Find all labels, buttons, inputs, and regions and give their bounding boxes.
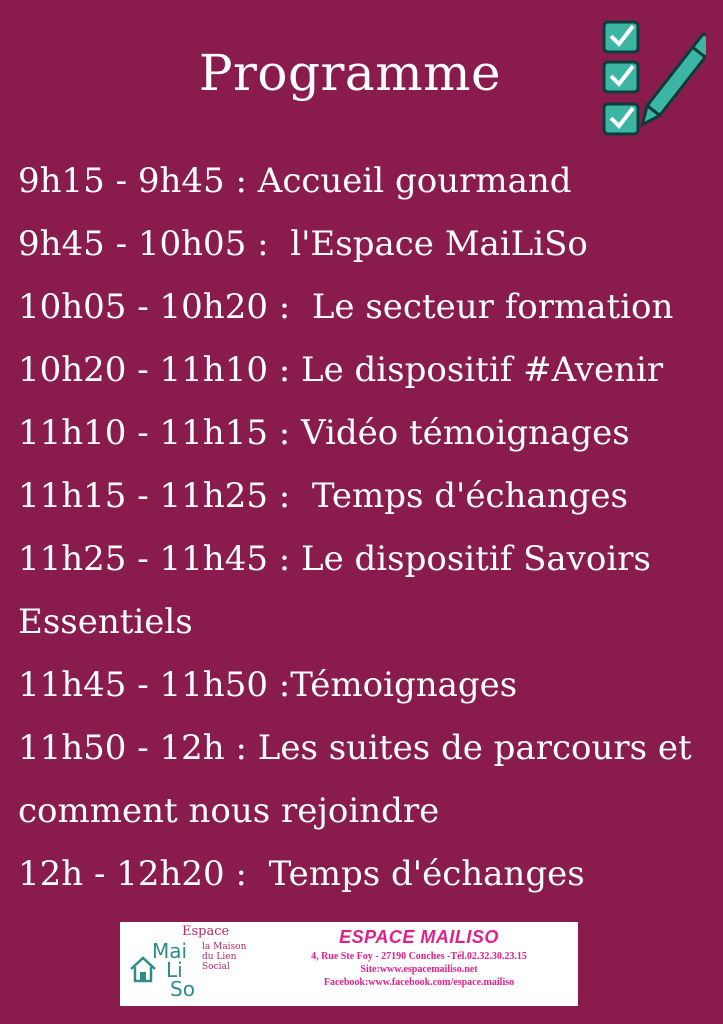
mailiso-logo — [126, 924, 256, 1004]
page-title: Programme — [198, 44, 502, 102]
logo-tagline: la Maison du Lien Social — [202, 942, 247, 972]
logo-so-text: So — [170, 977, 195, 1001]
logo-espace-text: Espace — [182, 924, 230, 939]
schedule-line: 10h20 - 11h10 : Le dispositif #Avenir — [18, 350, 664, 390]
schedule-line: 12h - 12h20 : Temps d'échanges — [18, 854, 585, 894]
logo-li-text: Li — [166, 958, 183, 982]
schedule-line: Essentiels — [18, 602, 193, 642]
schedule-line: comment nous rejoindre — [18, 791, 440, 831]
organization-name: ESPACE MAILISO — [339, 927, 499, 947]
organization-site: Site:www.espacemailiso.net — [360, 964, 478, 975]
organization-facebook: Facebook:www.facebook.com/espace.mailiso — [323, 977, 515, 988]
schedule-line: 11h15 - 11h25 : Temps d'échanges — [18, 476, 628, 516]
schedule-line: 11h25 - 11h45 : Le dispositif Savoirs — [18, 539, 651, 579]
schedule-line: 11h45 - 11h50 :Témoignages — [18, 665, 518, 705]
schedule-list — [18, 150, 718, 906]
schedule-line: 9h15 - 9h45 : Accueil gourmand — [18, 161, 572, 201]
organization-address: 4, Rue Ste Foy - 27190 Conches -Tél.02.32.30.23.15 — [311, 951, 527, 962]
organization-info — [260, 924, 578, 989]
checklist-pen-icon — [596, 16, 706, 144]
schedule-line: 11h10 - 11h15 : Vidéo témoignages — [18, 413, 630, 453]
schedule-line: 11h50 - 12h : Les suites de parcours et — [18, 728, 692, 768]
schedule-line: 9h45 - 10h05 : l'Espace MaiLiSo — [18, 224, 588, 264]
logo-mai-text: Mai — [152, 939, 188, 963]
footer-banner — [120, 922, 578, 1006]
schedule-line: 10h05 - 10h20 : Le secteur formation — [18, 287, 674, 327]
